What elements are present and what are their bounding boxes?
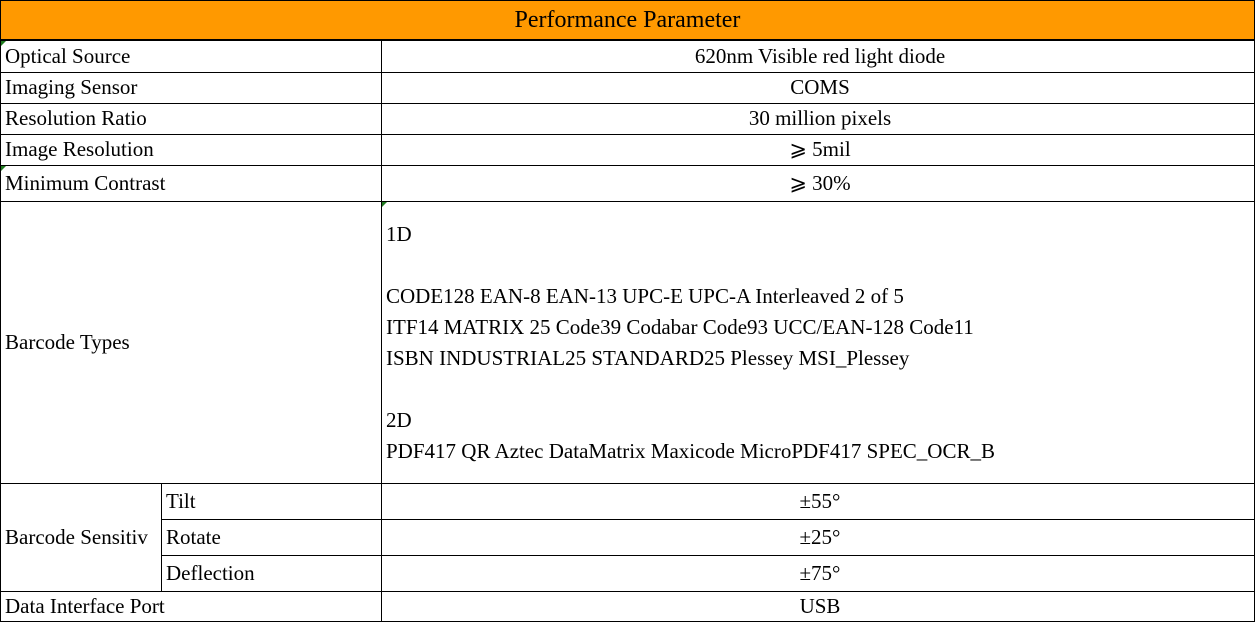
table-row <box>1 520 1255 556</box>
table-row <box>1 484 1255 520</box>
label-imaging-sensor: Imaging Sensor <box>1 73 382 104</box>
barcode-types-line: PDF417 QR Aztec DataMatrix Maxicode MicroPDF417 SPEC_OCR_B <box>386 438 995 463</box>
label-minimum-contrast: Minimum Contrast <box>1 166 382 202</box>
barcode-types-line: 2D <box>386 407 412 432</box>
label-tilt: Tilt <box>162 484 382 520</box>
table-row <box>1 41 1255 73</box>
table-row <box>1 135 1255 166</box>
label-optical-source: Optical Source <box>1 41 382 73</box>
table-row <box>1 592 1255 622</box>
value-deflection: ±75° <box>382 556 1255 592</box>
value-data-interface-port: USB <box>382 592 1255 622</box>
value-minimum-contrast: ⩾ 30% <box>382 166 1255 202</box>
barcode-types-line: ITF14 MATRIX 25 Code39 Codabar Code93 UCC/EAN-128 Code11 <box>386 314 974 339</box>
value-imaging-sensor: COMS <box>382 73 1255 104</box>
table-row <box>1 166 1255 202</box>
label-resolution-ratio: Resolution Ratio <box>1 104 382 135</box>
value-resolution-ratio: 30 million pixels <box>382 104 1255 135</box>
barcode-types-line: CODE128 EAN-8 EAN-13 UPC-E UPC-A Interleaved 2 of 5 <box>386 283 904 308</box>
label-barcode-sensitivity: Barcode Sensitiv <box>1 484 162 592</box>
value-tilt: ±55° <box>382 484 1255 520</box>
value-optical-source: 620nm Visible red light diode <box>382 41 1255 73</box>
value-image-resolution: ⩾ 5mil <box>382 135 1255 166</box>
table-row <box>1 73 1255 104</box>
barcode-types-line: 1D <box>386 221 412 246</box>
table-row <box>1 104 1255 135</box>
barcode-types-line: ISBN INDUSTRIAL25 STANDARD25 Plessey MSI_Plessey <box>386 345 910 370</box>
value-barcode-types <box>382 202 1255 484</box>
table-row <box>1 202 1255 484</box>
label-rotate: Rotate <box>162 520 382 556</box>
label-data-interface-port: Data Interface Port <box>1 592 382 622</box>
spec-table <box>0 40 1255 622</box>
barcode-types-line <box>386 374 1254 405</box>
barcode-types-line <box>386 250 1254 281</box>
table-title: Performance Parameter <box>0 0 1255 40</box>
label-barcode-types: Barcode Types <box>1 202 382 484</box>
label-image-resolution: Image Resolution <box>1 135 382 166</box>
table-row <box>1 556 1255 592</box>
label-deflection: Deflection <box>162 556 382 592</box>
value-rotate: ±25° <box>382 520 1255 556</box>
